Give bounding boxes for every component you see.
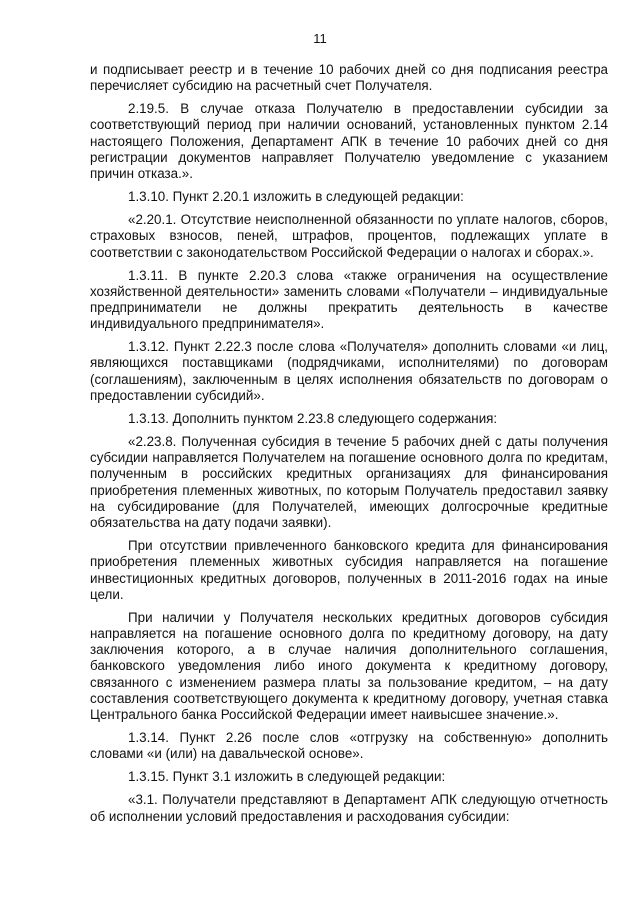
paragraph-3-1: «3.1. Получатели представляют в Департамент АПК следующую отчетность об исполнении условий предоставления и расходования субсидии: [90, 792, 608, 824]
paragraph-2-20-1: «2.20.1. Отсутствие неисполненной обязанности по уплате налогов, сборов, страховых взносов, пеней, штрафов, процентов, подлежащих уплате в соответствии с законодательством Российской Федерации о налогах и сборах.». [90, 212, 608, 260]
paragraph-1-3-14: 1.3.14. Пункт 2.26 после слов «отгрузку на собственную» дополнить словами «и (или) на давальческой основе». [90, 730, 608, 762]
paragraph-several-credit-contracts: При наличии у Получателя нескольких кредитных договоров субсидия направляется на погашение основного долга по кредитному договору, на дату заключения которого, а в случае наличия дополнительного соглашения, банковского уведомления либо иного документа к кредитному договору, связанного с изменением размера платы за пользование кредитом, – на дату составления соответствующего документа к кредитному договору, учетная ставка Центрального банка Российской Федерации имеет наивысшее значение.». [90, 609, 608, 723]
paragraph-2-23-8: «2.23.8. Полученная субсидия в течение 5 рабочих дней с даты получения субсидии направляется Получателем на погашение основного долга по кредитам, полученным в российских кредитных организациях для финансирования приобретения племенных животных, по которым Получатель предоставил заявку на субсидирование (для Получателей, имеющих долгосрочные кредитные обязательства на дату подачи заявки). [90, 433, 608, 531]
paragraph-continuation: и подписывает реестр и в течение 10 рабочих дней со дня подписания реестра перечисляет субсидию на расчетный счет Получателя. [90, 62, 608, 94]
paragraph-1-3-10: 1.3.10. Пункт 2.20.1 изложить в следующей редакции: [128, 189, 464, 205]
paragraph-1-3-13: 1.3.13. Дополнить пунктом 2.23.8 следующего содержания: [128, 410, 498, 426]
paragraph-2-19-5: 2.19.5. В случае отказа Получателю в предоставлении субсидии за соответствующий период при наличии оснований, установленных пунктом 2.14 настоящего Положения, Департамент АПК в течение 10 рабочих дней со дня регистрации документов направляет Получателю уведомление с указанием причин отказа.». [90, 101, 608, 182]
paragraph-no-bank-credit: При отсутствии привлеченного банковского кредита для финансирования приобретения племенных животных субсидия направляется на погашение инвестиционных кредитных договоров, полученных в 2011-2016 годах на иные цели. [90, 538, 608, 602]
paragraph-1-3-12: 1.3.12. Пункт 2.22.3 после слова «Получателя» дополнить словами «и лиц, являющихся поставщиками (подрядчиками, исполнителями) по договорам (соглашениям), заключенным в целях исполнения обязательств по договорам о предоставлении субсидий». [90, 339, 608, 403]
page-number: 11 [313, 31, 327, 46]
paragraph-1-3-11: 1.3.11. В пункте 2.20.3 слова «также ограничения на осуществление хозяйственной деятельности» заменить словами «Получатели – индивидуальные предприниматели не должны прекратить деятельность в качестве индивидуального предпринимателя». [90, 267, 608, 332]
document-body [90, 62, 608, 831]
paragraph-1-3-15: 1.3.15. Пункт 3.1 изложить в следующей редакции: [128, 769, 446, 785]
